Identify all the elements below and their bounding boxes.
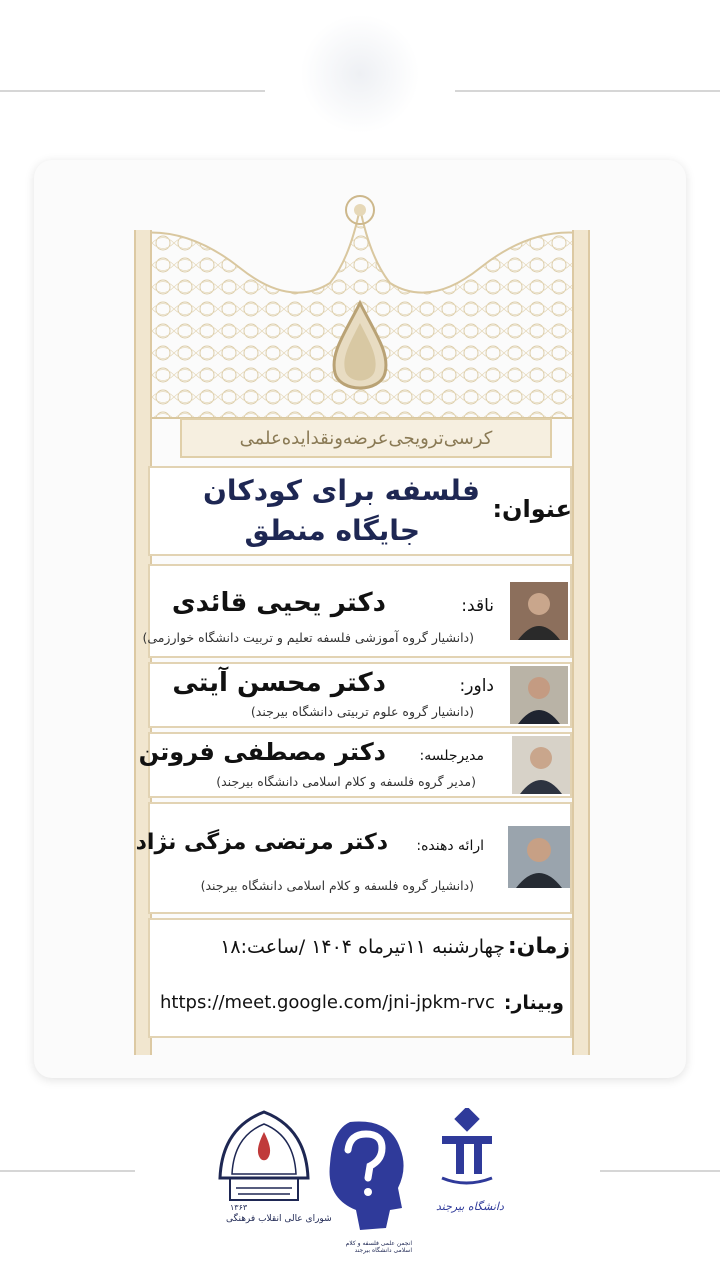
- referee-photo: [510, 666, 568, 724]
- presenter-photo: [508, 826, 570, 888]
- webinar-link[interactable]: https://meet.google.com/jni-jpkm-rvc: [160, 992, 495, 1013]
- top-divider-left: [0, 90, 265, 92]
- title-line2: جایگاه منطق: [244, 514, 420, 547]
- referee-name: دکتر محسن آیتی: [172, 668, 386, 698]
- top-glow: [300, 14, 420, 134]
- critic-portrait-icon: [510, 582, 568, 640]
- critic-name: دکتر یحیی قائدی: [171, 588, 386, 618]
- bottom-divider-left: [0, 1170, 135, 1172]
- referee-role: داور:: [459, 676, 494, 696]
- presenter-name: دکتر مرتضی مزگی نژاد: [135, 830, 388, 855]
- ornamental-arch: [130, 188, 590, 423]
- birjand-university-caption: دانشگاه بیرجند: [436, 1200, 504, 1213]
- moderator-portrait-icon: [512, 736, 570, 794]
- moderator-affiliation: (مدیر گروه فلسفه و کلام اسلامی دانشگاه بیرجند): [216, 774, 476, 789]
- right-pillar: [572, 230, 590, 1055]
- critic-photo: [510, 582, 568, 640]
- series-title-banner: [180, 418, 552, 458]
- presenter-role: ارائه دهنده:: [416, 838, 484, 854]
- time-value: چهارشنبه ۱۱تیرماه ۱۴۰۴ /ساعت:۱۸: [220, 936, 505, 958]
- philosophy-association-logo: [320, 1118, 416, 1238]
- cultural-council-year: ۱۳۶۳: [230, 1203, 248, 1212]
- critic-affiliation: (دانشیار گروه آموزشی فلسفه تعلیم و تربیت دانشگاه خوارزمی): [142, 630, 474, 645]
- cultural-council-caption: شورای عالی انقلاب فرهنگی: [226, 1214, 332, 1224]
- referee-affiliation: (دانشیار گروه علوم تربیتی دانشگاه بیرجند): [250, 704, 474, 719]
- top-divider-right: [455, 90, 720, 92]
- critic-role: ناقد:: [461, 596, 494, 616]
- webinar-label: وبینار:: [503, 992, 564, 1014]
- moderator-photo: [512, 736, 570, 794]
- philosophy-association-caption: انجمن علمی فلسفه و کلام اسلامی دانشگاه بیرجند: [345, 1240, 412, 1254]
- bottom-divider-right: [600, 1170, 720, 1172]
- moderator-role: مدیرجلسه:: [419, 748, 484, 764]
- presenter-portrait-icon: [508, 826, 570, 888]
- title-line1: فلسفه برای کودکان: [203, 474, 480, 507]
- moderator-name: دکتر مصطفی فروتن: [138, 738, 386, 766]
- title-label: عنوان:: [492, 495, 572, 523]
- referee-portrait-icon: [510, 666, 568, 724]
- time-label: زمان:: [507, 934, 570, 959]
- presenter-affiliation: (دانشیار گروه فلسفه و کلام اسلامی دانشگاه بیرجند): [200, 878, 474, 893]
- series-title: کرسی‌ترویجی‌عرضه‌ونقدایده‌علمی: [239, 427, 493, 449]
